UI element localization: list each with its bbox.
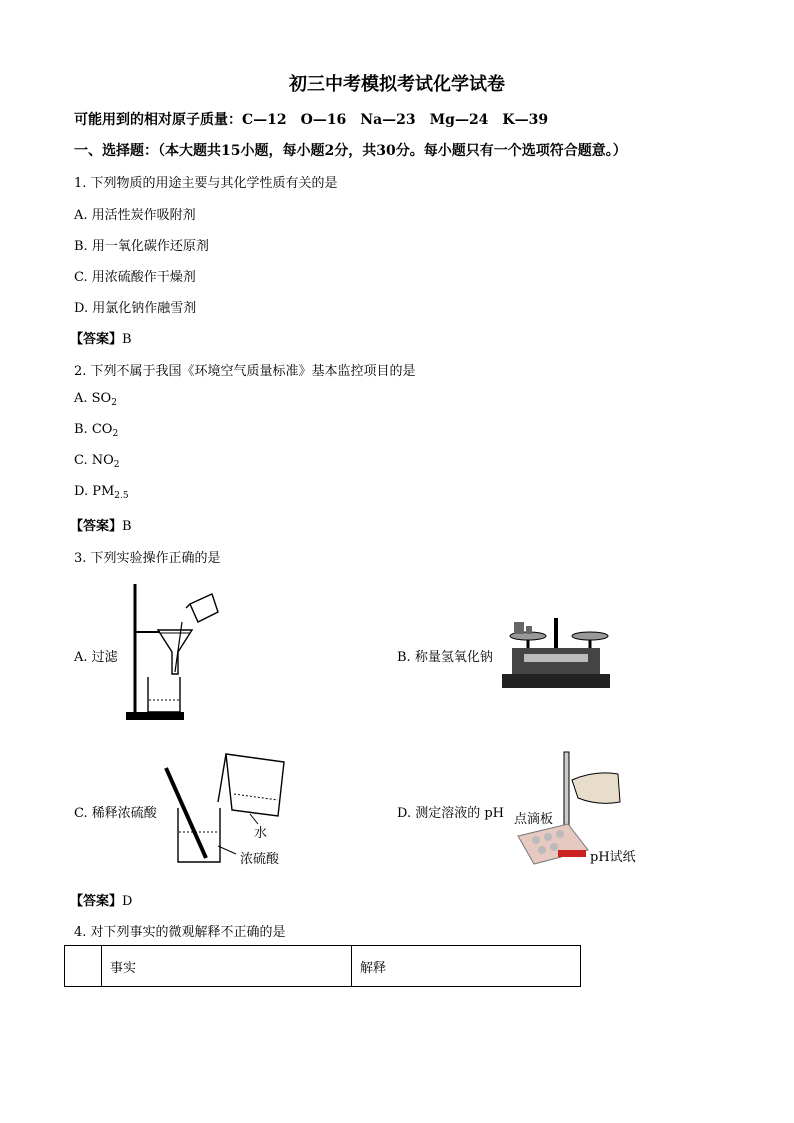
section-heading: 一、选择题：（本大题共15小题，每小题2分，共30分。每小题只有一个选项符合题意。） — [74, 143, 627, 159]
page-title: 初三中考模拟考试化学试卷 — [289, 74, 505, 95]
q2-option-a: A. $SO_2$ — [74, 391, 117, 408]
q1-option-b: B. 用一氧化碳作还原剂 — [74, 239, 209, 254]
water-label: 水 — [254, 826, 268, 841]
ph-paper-label: pH试纸 — [590, 850, 636, 865]
q2-option-c: C. $NO_2$ — [74, 453, 120, 470]
q1-answer: 【答案】B — [70, 332, 132, 347]
filtration-apparatus-figure — [120, 582, 230, 724]
q4-stem: 4. 对下列事实的微观解释不正确的是 — [74, 925, 286, 940]
q1-stem: 1. 下列物质的用途主要与其化学性质有关的是 — [74, 176, 338, 191]
q4-table — [64, 945, 581, 987]
plate-label: 点滴板 — [514, 812, 554, 827]
q3-option-b: B. 称量氢氧化钠 — [397, 650, 493, 665]
table-row — [65, 946, 581, 987]
q2-stem: 2. 下列不属于我国《环境空气质量标准》基本监控项目的是 — [74, 364, 416, 379]
q3-stem: 3. 下列实验操作正确的是 — [74, 551, 221, 566]
q3-option-a: A. 过滤 — [74, 650, 118, 665]
q2-answer: 【答案】B — [70, 519, 132, 534]
q1-option-d: D. 用氯化钠作融雪剂 — [74, 301, 197, 316]
q3-option-c: C. 稀释浓硫酸 — [74, 806, 157, 821]
balance-scale-figure — [500, 612, 615, 692]
acid-label: 浓硫酸 — [240, 852, 280, 867]
q3-answer: 【答案】D — [70, 894, 133, 909]
atomic-masses: 可能用到的相对原子质量：C—12 O—16 Na—23 Mg—24 K—39 — [74, 112, 549, 128]
q3-option-d: D. 测定溶液的 pH — [397, 806, 505, 821]
table-header-index — [65, 946, 102, 987]
table-header-explanation: 解释 — [352, 946, 581, 987]
q1-option-c: C. 用浓硫酸作干燥剂 — [74, 270, 196, 285]
table-header-fact: 事实 — [102, 946, 352, 987]
q2-option-b: B. $CO_2$ — [74, 422, 119, 439]
q2-option-d: D. $PM_{2.5}$ — [74, 484, 129, 501]
q1-option-a: A. 用活性炭作吸附剂 — [74, 208, 196, 223]
